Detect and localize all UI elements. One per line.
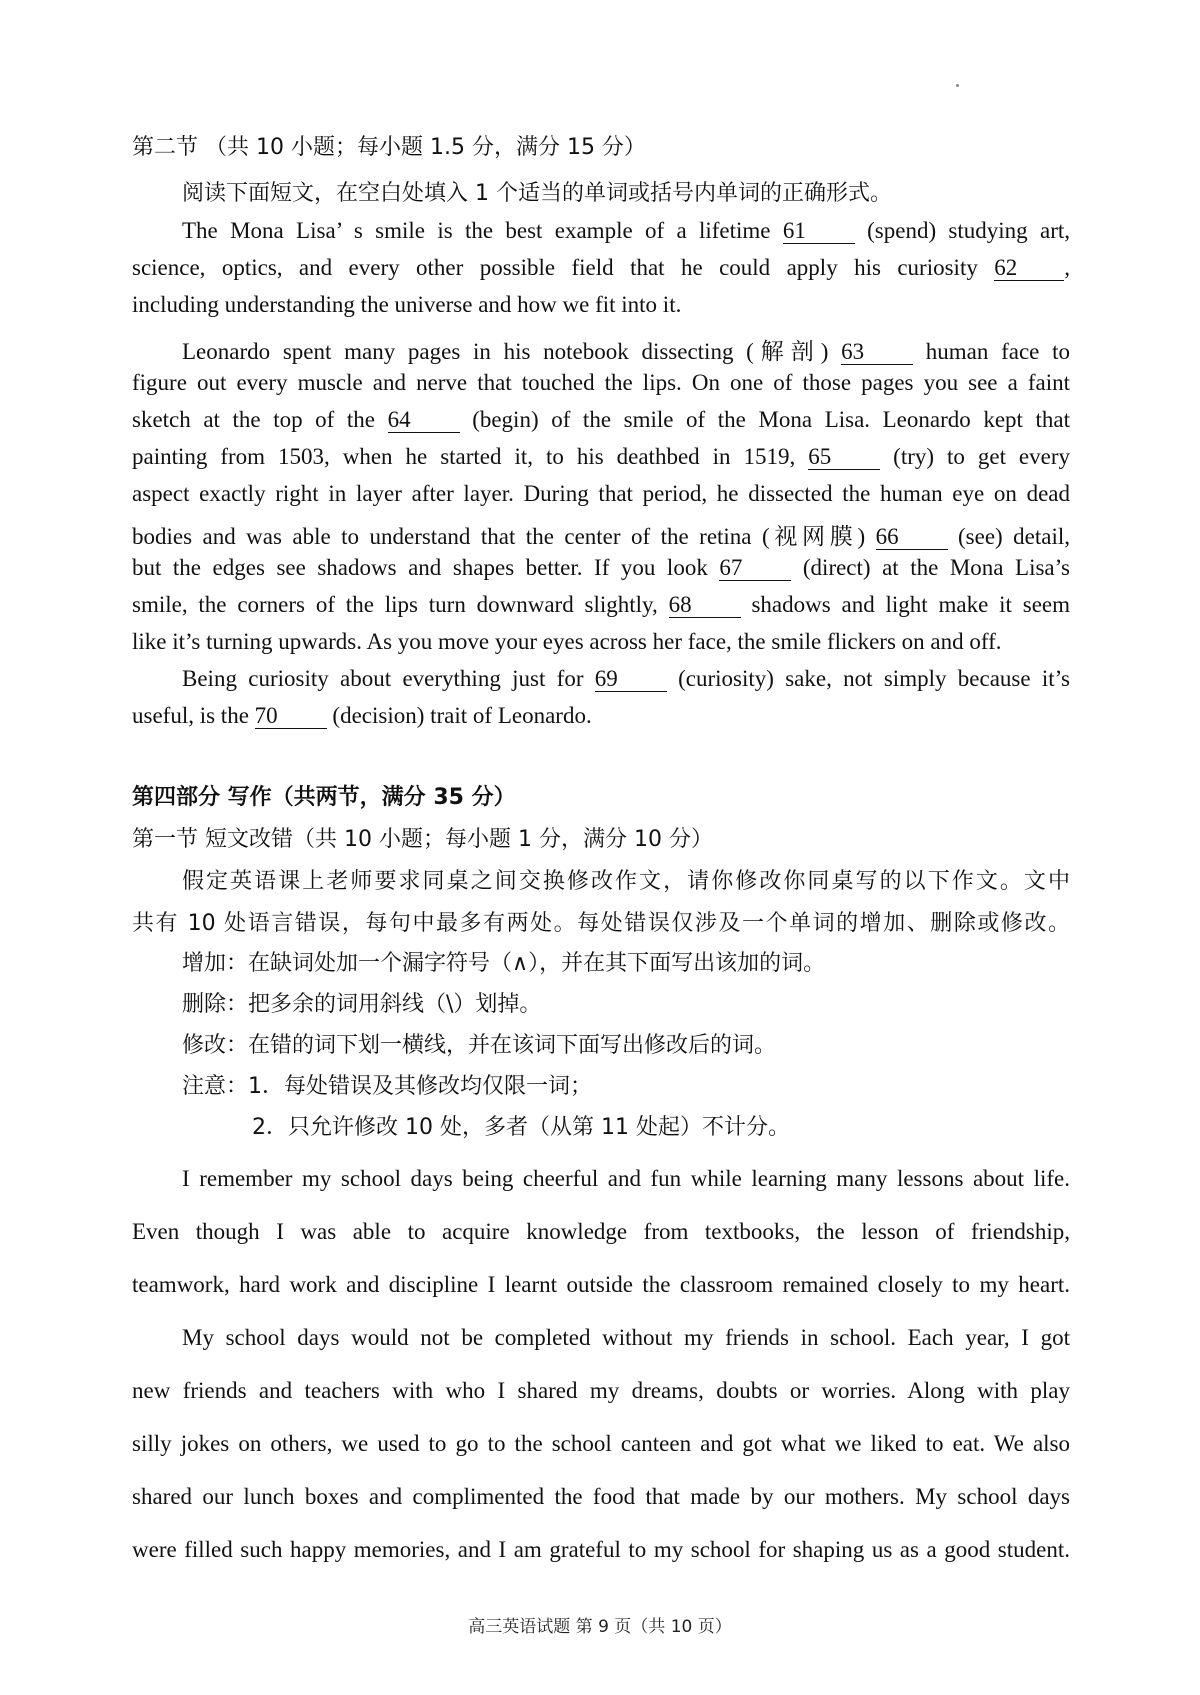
blank-69[interactable]: 69 — [595, 666, 667, 692]
passage-line: but the edges see shadows and shapes better. If you look 67 (direct) at the Mona Lisa’s — [132, 555, 1070, 580]
part4-section1-heading: 第一节 短文改错（共 10 小题；每小题 1 分，满分 10 分） — [132, 827, 713, 852]
blank-62[interactable]: 62 — [994, 255, 1064, 281]
essay-line: silly jokes on others, we used to go to the school canteen and got what we liked to eat. We also — [132, 1431, 1070, 1456]
blank-70[interactable]: 70 — [255, 703, 327, 729]
passage-line: useful, is the 70 (decision) trait of Leonardo. — [132, 703, 592, 728]
passage-line: including understanding the universe and how we fit into it. — [132, 292, 682, 317]
scan-speck — [956, 84, 959, 87]
passage-line: like it’s turning upwards. As you move your eyes across her face, the smile flickers on and off. — [132, 629, 1002, 654]
part4-heading: 第四部分 写作（共两节，满分 35 分） — [132, 785, 516, 810]
rule-modify: 修改：在错的词下划一横线，并在该词下面写出修改后的词。 — [182, 1033, 777, 1058]
essay-line: shared our lunch boxes and complimented the food that made by our mothers. My school days — [132, 1484, 1070, 1509]
essay-line: were filled such happy memories, and I am grateful to my school for shaping us as a good student. — [132, 1537, 1070, 1562]
essay-line: teamwork, hard work and discipline I learnt outside the classroom remained closely to my heart. — [132, 1272, 1070, 1297]
passage-line: science, optics, and every other possible field that he could apply his curiosity 62 , — [132, 255, 1070, 280]
passage-line: painting from 1503, when he started it, to his deathbed in 1519, 65 (try) to get every — [132, 444, 1071, 469]
passage-line: sketch at the top of the 64 (begin) of the smile of the Mona Lisa. Leonardo kept that — [132, 407, 1071, 432]
passage-line: Leonardo spent many pages in his notebook dissecting (解剖) 63 human face to — [182, 339, 1070, 364]
blank-67[interactable]: 67 — [719, 555, 791, 581]
passage-line: aspect exactly right in layer after layer. During that period, he dissected the human eye on dead — [132, 481, 1070, 506]
passage-line: Being curiosity about everything just for 69 (curiosity) sake, not simply because it’s — [182, 666, 1070, 691]
section2-instruction: 阅读下面短文，在空白处填入 1 个适当的单词或括号内单词的正确形式。 — [182, 181, 892, 206]
passage-line: smile, the corners of the lips turn downward slightly, 68 shadows and light make it seem — [132, 592, 1070, 617]
essay-line: new friends and teachers with who I shared my dreams, doubts or worries. Along with play — [132, 1378, 1070, 1403]
section2-heading: 第二节 （共 10 小题；每小题 1.5 分，满分 15 分） — [132, 135, 646, 160]
part4-instruction-line1: 假定英语课上老师要求同桌之间交换修改作文，请你修改你同桌写的以下作文。文中 — [182, 869, 1070, 894]
blank-65[interactable]: 65 — [808, 444, 880, 470]
rule-delete: 删除：把多余的词用斜线（\）划掉。 — [182, 992, 542, 1017]
blank-63[interactable]: 63 — [841, 339, 913, 365]
blank-66[interactable]: 66 — [876, 524, 948, 550]
blank-61[interactable]: 61 — [783, 218, 855, 244]
essay-line: My school days would not be completed without my friends in school. Each year, I got — [182, 1325, 1070, 1350]
note-1: 注意：1．每处错误及其修改均仅限一词； — [182, 1074, 592, 1099]
passage-line: The Mona Lisa’ s smile is the best example of a lifetime 61 (spend) studying art, — [182, 218, 1070, 243]
essay-line: Even though I was able to acquire knowledge from textbooks, the lesson of friendship, — [132, 1219, 1070, 1244]
blank-68[interactable]: 68 — [669, 592, 741, 618]
passage-line: figure out every muscle and nerve that touched the lips. On one of those pages you see a faint — [132, 370, 1070, 395]
page-footer: 高三英语试题 第 9 页（共 10 页） — [468, 1617, 732, 1637]
blank-64[interactable]: 64 — [388, 407, 460, 433]
rule-add: 增加：在缺词处加一个漏字符号（∧），并在其下面写出该加的词。 — [182, 951, 826, 976]
passage-line: bodies and was able to understand that the center of the retina (视网膜) 66 (see) detail, — [132, 524, 1070, 549]
note-2: 2．只允许修改 10 处，多者（从第 11 处起）不计分。 — [252, 1115, 790, 1140]
essay-line: I remember my school days being cheerful and fun while learning many lessons about life. — [182, 1166, 1070, 1191]
part4-instruction-line2: 共有 10 处语言错误，每句中最多有两处。每处错误仅涉及一个单词的增加、删除或修改。 — [132, 911, 1070, 936]
